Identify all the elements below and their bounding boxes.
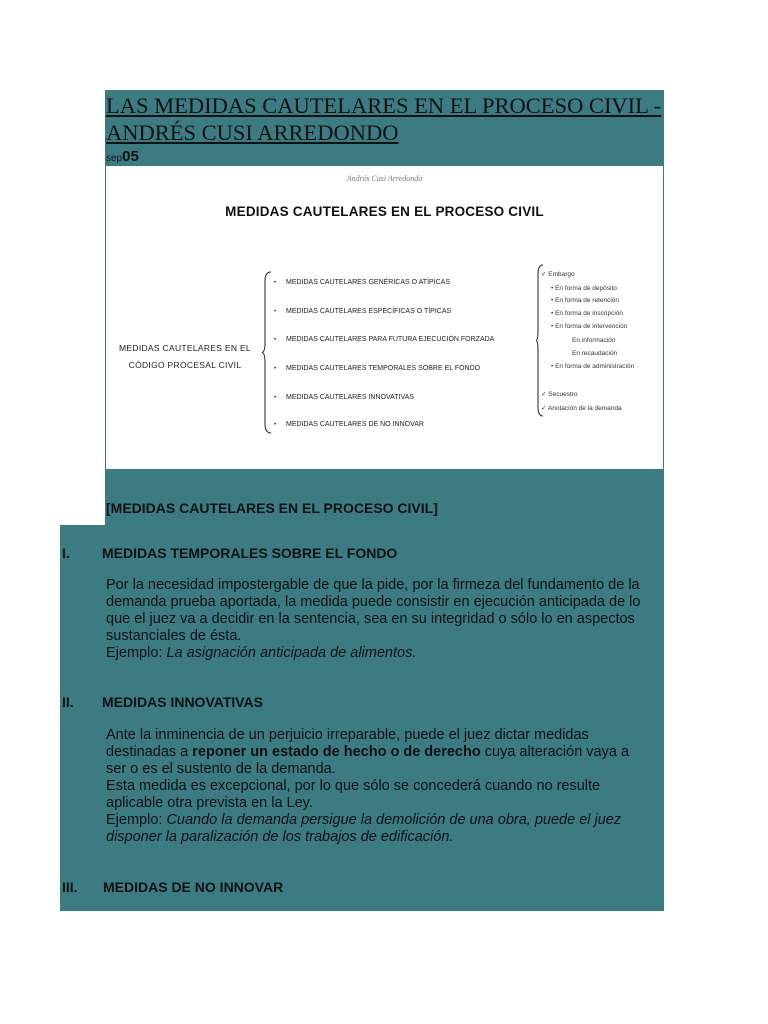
section-number: I. [62, 545, 70, 561]
date-month: sep [106, 153, 123, 164]
post-title[interactable]: LAS MEDIDAS CAUTELARES EN EL PROCESO CIVIL - ANDRÉS CUSI ARREDONDO [106, 93, 662, 145]
left-brace-icon [262, 271, 272, 434]
section-title: [MEDIDAS CAUTELARES EN EL PROCESO CIVIL] [106, 500, 438, 516]
sub-item: • En forma de intervención [551, 323, 628, 330]
sub-item: • En forma de depósito [551, 285, 617, 292]
section-number: II. [62, 694, 74, 710]
sub-item: ✓ Embargo [541, 271, 575, 278]
root-line-2: CÓDIGO PROCESAL CIVIL [128, 360, 242, 370]
diagram-author: Andrés Cusi Arredondo [346, 174, 423, 183]
classification-diagram [106, 166, 663, 469]
category-item: • MEDIDAS CAUTELARES ESPECÍFICAS O TÍPICAS [274, 308, 452, 315]
section-heading: MEDIDAS DE NO INNOVAR [103, 879, 284, 895]
section-paragraph: Ante la inminencia de un perjuicio irreparable, puede el juez dictar medidas destinadas a reponer un estado de hecho o de derecho cuya alteración vaya a ser o es el sustento de la demanda. Esta medida es excepcional, por lo que sólo se concederá cuando no resulte aplicable otra prevista en la Ley. Ejemplo: Cuando la demanda persigue la demolición de una obra, puede el juez disponer la paralización de los trabajos de edificación. [106, 727, 630, 845]
date-day: 05 [122, 148, 139, 165]
root-line-1: MEDIDAS CAUTELARES EN EL [119, 343, 251, 353]
post-date [106, 148, 139, 166]
section-number: III. [62, 879, 78, 895]
section-paragraph: Por la necesidad impostergable de que la pide, por la firmeza del fundamento de la demanda prueba aportada, la medida puede consistir en ejecución anticipada de lo que el juez va a decidir en la sentencia, sea en su integridad o sólo lo en aspectos sustanciales de ésta. Ejemplo: La asignación anticipada de alimentos. [106, 577, 641, 661]
sub-item: ✓ Anotación de la demanda [541, 405, 622, 412]
section-heading: MEDIDAS INNOVATIVAS [102, 694, 264, 710]
section-heading: MEDIDAS TEMPORALES SOBRE EL FONDO [102, 545, 398, 561]
sub-item: ✓ Secuestro [541, 391, 578, 398]
category-item: • MEDIDAS CAUTELARES INNOVATIVAS [274, 394, 414, 401]
sub-item: • En forma de inscripción [551, 310, 624, 317]
sub-item: • En forma de administración [551, 363, 635, 370]
category-item: • MEDIDAS CAUTELARES TEMPORALES SOBRE EL FONDO [274, 365, 481, 372]
diagram-root [110, 340, 260, 374]
sub-item: En recaudación [572, 350, 618, 357]
sub-item: En información [572, 337, 616, 344]
diagram-title: MEDIDAS CAUTELARES EN EL PROCESO CIVIL [225, 204, 544, 219]
category-item: • MEDIDAS CAUTELARES GENÉRICAS O ATÍPICAS [274, 279, 451, 286]
category-item: • MEDIDAS CAUTELARES DE NO INNOVAR [274, 421, 424, 428]
category-item: • MEDIDAS CAUTELARES PARA FUTURA EJECUCIÓN FORZADA [274, 336, 495, 343]
sub-item: • En forma de retención [551, 297, 620, 304]
